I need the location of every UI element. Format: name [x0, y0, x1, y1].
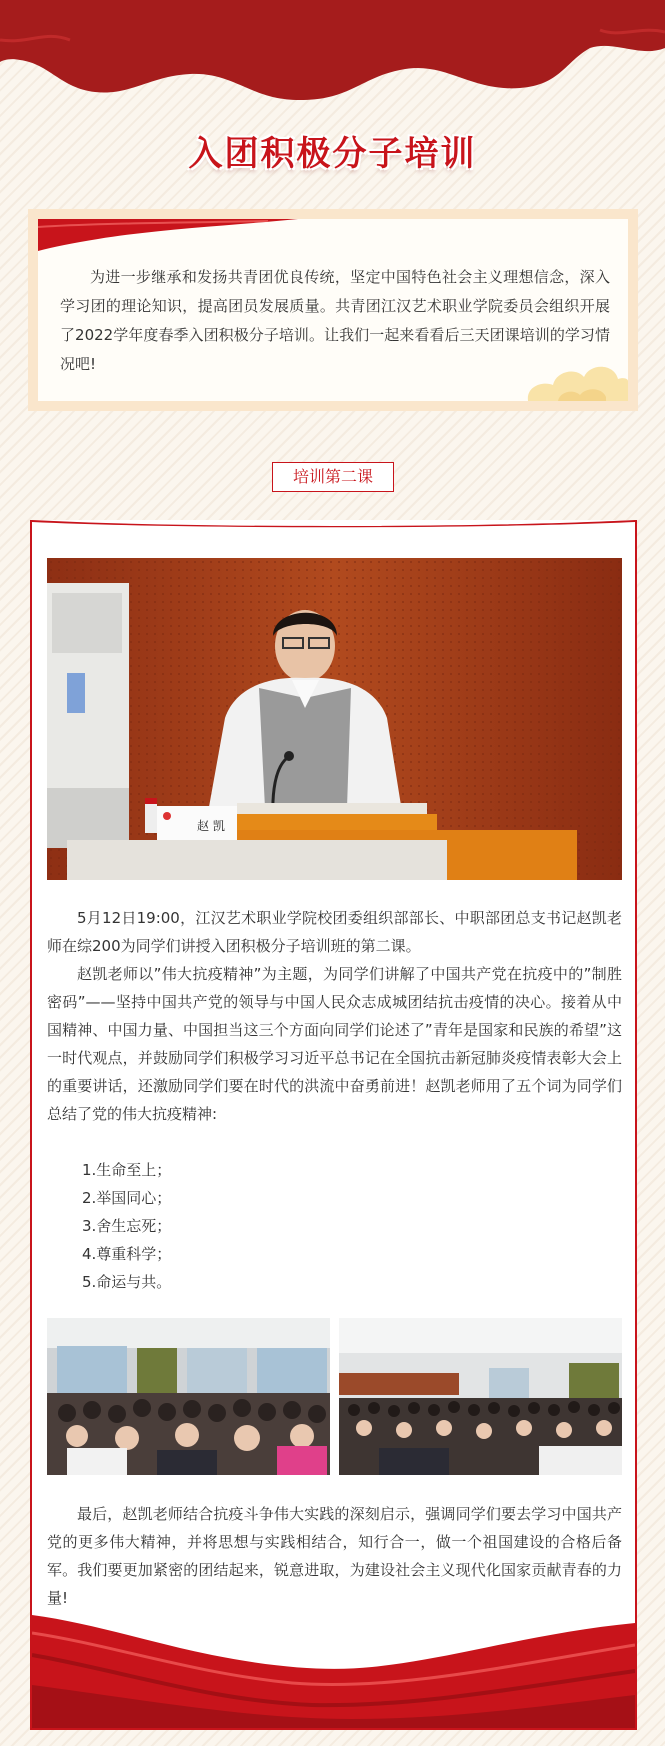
- paragraph-1: 5月12日19:00，江汉艺术职业学院校团委组织部部长、中职部团总支书记赵凯老师在综200为同学们讲授入团积极分子培训班的第二课。: [47, 909, 622, 955]
- page-title: 入团积极分子培训: [188, 134, 477, 174]
- section-label: 培训第二课: [272, 462, 394, 492]
- spirit-item: 1.生命至上；: [82, 1161, 172, 1179]
- red-ribbon-decoration: [38, 219, 298, 251]
- classroom-photo-right: [339, 1318, 622, 1475]
- spirit-list: [82, 1156, 171, 1296]
- speaker-photo: [47, 558, 622, 880]
- nameplate-text: 赵 凯: [197, 819, 225, 833]
- paragraph-2: 赵凯老师以”伟大抗疫精神”为主题，为同学们讲解了中国共产党在抗疫中的”制胜密码”——坚持中国共产党的领导与中国人民众志成城团结抗击疫情的决心。接着从中国精神、中国力量、中国担当这三个方面向同学们论述了”青年是国家和民族的希望”这一时代观点，并鼓励同学们积极学习习近平总书记在全国抗击新冠肺炎疫情表彰大会上的重要讲话，还激励同学们要在时代的洪流中奋勇前进！赵凯老师用了五个词为同学们总结了党的伟大抗疫精神:: [47, 965, 622, 1123]
- intro-text: 为进一步继承和发扬共青团优良传统，坚定中国特色社会主义理想信念，深入学习团的理论知识，提高团员发展质量。共青团江汉艺术职业学院委员会组织开展了2022学年度春季入团积极分子培训。让我们一起来看看后三天团课培训的学习情况吧!: [60, 268, 610, 373]
- top-red-line-decoration: [32, 520, 635, 528]
- bottom-ribbon-banner: [32, 1615, 635, 1728]
- top-wave-banner: [0, 0, 665, 110]
- spirit-item: 2.举国同心；: [82, 1189, 172, 1207]
- paragraph-3: 最后，赵凯老师结合抗疫斗争伟大实践的深刻启示，强调同学们要去学习中国共产党的更多伟大精神，并将思想与实践相结合，知行合一，做一个祖国建设的合格后备军。我们要更加紧密的团结起来，锐意进取，为建设社会主义现代化国家贡献青春的力量!: [47, 1505, 622, 1607]
- content-box: [30, 520, 637, 1730]
- intro-card: [28, 209, 638, 411]
- spirit-item: 3.舍生忘死；: [82, 1217, 172, 1235]
- intro-card-inner: [38, 219, 628, 401]
- spirit-item: 4.尊重科学；: [82, 1245, 172, 1263]
- classroom-photo-left: [47, 1318, 330, 1475]
- spirit-item: 5.命运与共。: [82, 1273, 172, 1291]
